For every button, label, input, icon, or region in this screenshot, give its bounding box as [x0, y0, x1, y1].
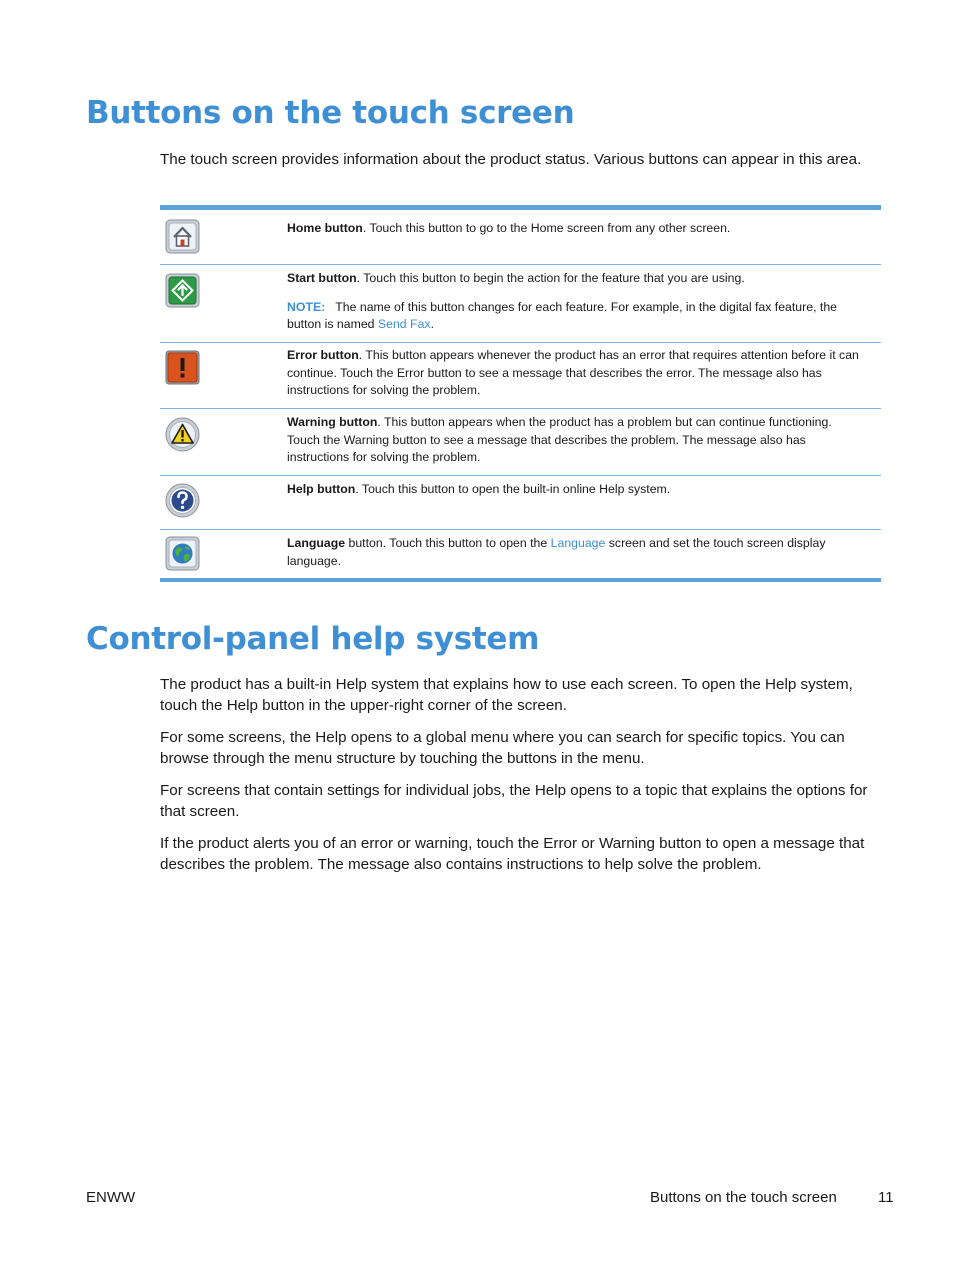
button-description-end: screen and set the touch screen display language. — [287, 536, 826, 568]
section-heading-help-system: Control-panel help system — [86, 621, 540, 657]
error-icon — [165, 350, 200, 385]
footer-left: ENWW — [86, 1189, 136, 1206]
table-row-home — [160, 210, 881, 264]
note-end: . — [430, 317, 434, 331]
row-description — [287, 220, 862, 238]
row-description — [287, 481, 862, 499]
table-row-help — [160, 475, 881, 529]
row-description — [287, 414, 862, 467]
home-icon — [165, 219, 200, 254]
language-link[interactable]: Language — [550, 536, 606, 550]
start-icon — [165, 273, 200, 308]
button-name: Language — [287, 536, 346, 550]
language-icon — [165, 536, 200, 571]
note-label: NOTE: — [287, 299, 326, 314]
intro-paragraph: The touch screen provides information about the product status. Various buttons can appear in this area. — [160, 151, 862, 168]
help-paragraph-3: For screens that contain settings for individual jobs, the Help opens to a topic that explains the options for that screen. — [160, 782, 868, 820]
button-name: Warning button — [287, 415, 378, 429]
table-row-language — [160, 529, 881, 578]
button-name: Error button — [287, 348, 359, 362]
footer-page-number: 11 — [878, 1189, 894, 1206]
button-description: button. Touch this button to open the — [345, 536, 551, 550]
button-description: . Touch this button to go to the Home screen from any other screen. — [362, 221, 731, 235]
button-description: . This button appears when the product has a problem but can continue functioning. Touch the Warning button to see a message that describes the problem. The message also has instructions for solving the problem. — [287, 415, 832, 464]
note — [287, 299, 862, 334]
table-row-start — [160, 264, 881, 342]
button-description: . Touch this button to open the built-in online Help system. — [355, 482, 671, 496]
help-icon — [165, 483, 200, 518]
footer-section-title: Buttons on the touch screen — [650, 1189, 837, 1206]
row-description — [287, 347, 862, 400]
row-description — [287, 270, 862, 334]
button-name: Home button — [287, 221, 363, 235]
table-row-warning — [160, 408, 881, 475]
section-heading-buttons: Buttons on the touch screen — [86, 95, 575, 131]
table-row-error — [160, 342, 881, 408]
button-description: . This button appears whenever the product has an error that requires attention before it can continue. Touch the Error button to see a message that describes the error. The message also has instructions for solving the problem. — [287, 348, 859, 397]
help-paragraph-2: For some screens, the Help opens to a global menu where you can search for specific topics. You can browse through the menu structure by touching the buttons in the menu. — [160, 729, 845, 767]
button-name: Help button — [287, 482, 356, 496]
help-paragraph-4: If the product alerts you of an error or warning, touch the Error or Warning button to open a message that describes the problem. The message also contains instructions to help solve the problem. — [160, 835, 865, 873]
row-description — [287, 535, 862, 570]
help-paragraph-1: The product has a built-in Help system that explains how to use each screen. To open the Help system, touch the Help button in the upper-right corner of the screen. — [160, 676, 853, 714]
button-name: Start button — [287, 271, 357, 285]
send-fax-link[interactable]: Send Fax — [377, 317, 431, 331]
button-description: . Touch this button to begin the action for the feature that you are using. — [356, 271, 745, 285]
warning-icon — [165, 417, 200, 452]
buttons-table — [160, 205, 881, 582]
note-text: The name of this button changes for each feature. For example, in the digital fax feature, the button is named — [287, 299, 838, 331]
